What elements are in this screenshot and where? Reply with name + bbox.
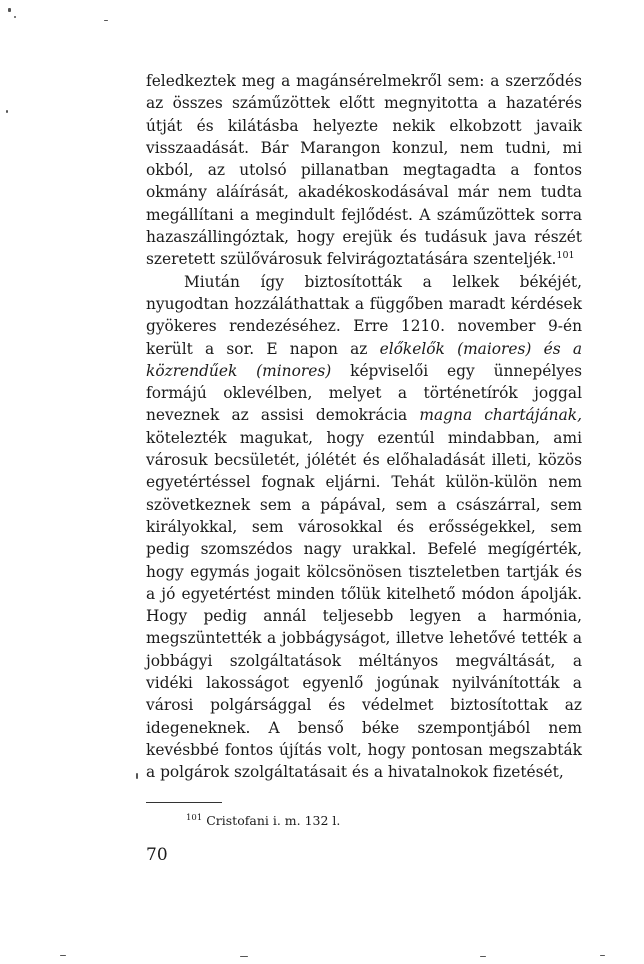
footnote-divider: [146, 802, 222, 803]
paragraph-2-italic-b: magna chartájának,: [419, 406, 582, 425]
scan-speck: [600, 955, 605, 956]
scan-speck: [480, 956, 486, 957]
scan-speck: [136, 773, 138, 779]
scan-speck: [14, 16, 16, 18]
paragraph-2: [146, 271, 582, 784]
page-body: [146, 70, 582, 784]
scan-speck: [104, 20, 108, 21]
paragraph-2-text-a: Miután így biztosították a lelkek békéjét, nyugodtan hozzáláthattak a függőben maradt kérdések gyökeres rendezéséhez. Erre 1210. november 9-én került a sor. E napon az: [146, 272, 582, 358]
paragraph-2-italic-a: előkelők (maiores) és a közrendűek (minores): [146, 339, 582, 380]
footnote-number: 101: [186, 812, 203, 823]
paragraph-1: [146, 70, 582, 271]
footnote-text: Cristofani i. m. 132 l.: [206, 813, 341, 828]
scan-speck: [240, 956, 248, 957]
page-number: 70: [146, 845, 168, 865]
footnote: [186, 813, 340, 829]
paragraph-1-text: feledkeztek meg a magánsérelmekről sem: a szerződés az összes száműzöttek előtt megnyitotta a hazatérés útját és kilátásba helyezte nekik elkobzott javaik visszaadását. Bár Marangon konzul, nem tudni, mi okból, az utolsó pillanatban megtagadta a fontos okmány aláírását, akadékoskodásával már nem tudta megállítani a megindult fejlődést. A száműzöttek sorra hazaszállingóztak, hogy erejük és tudásuk java részét szeretett szülővárosuk felvirágoztatására szenteljék.: [146, 72, 582, 269]
footnote-reference[interactable]: 101: [556, 250, 575, 262]
paragraph-2-text-c: kötelezték magukat, hogy ezentúl mindabban, ami városuk becsületét, jólétét és előhaladását illeti, közös egyetértéssel fognak eljárni. Tehát külön-külön nem szövetkeznek sem a pápával, sem a császárral, sem királyokkal, sem városokkal és erősségekkel, sem pedig szomszédos nagy urakkal. Befelé megígérték, hogy egymás jogait kölcsönösen tiszteletben tartják és a jó egyetértést minden tőlük kitelhető módon ápolják. Hogy pedig annál teljesebb legyen a harmónia, megszüntették a jobbágyságot, illetve lehetővé tették a jobbágyi szolgáltatások méltányos megváltását, a vidéki lakosságot egyenlő jogúnak nyilvánították a városi polgársággal és védelmet biztosítottak az idegeneknek. A benső béke szempontjából nem kevésbbé fontos újítás volt, hogy pontosan megszabták a polgárok szolgáltatásait és a hivatalnokok fizetését,: [146, 428, 582, 782]
scan-speck: [6, 110, 8, 113]
scan-speck: [8, 8, 11, 12]
paragraph-2-text-b: képviselői egy ünnepélyes formájú oklevélben, melyet a történetírók joggal neveznek az assisi demokrácia: [146, 361, 582, 425]
scan-speck: [60, 955, 66, 956]
